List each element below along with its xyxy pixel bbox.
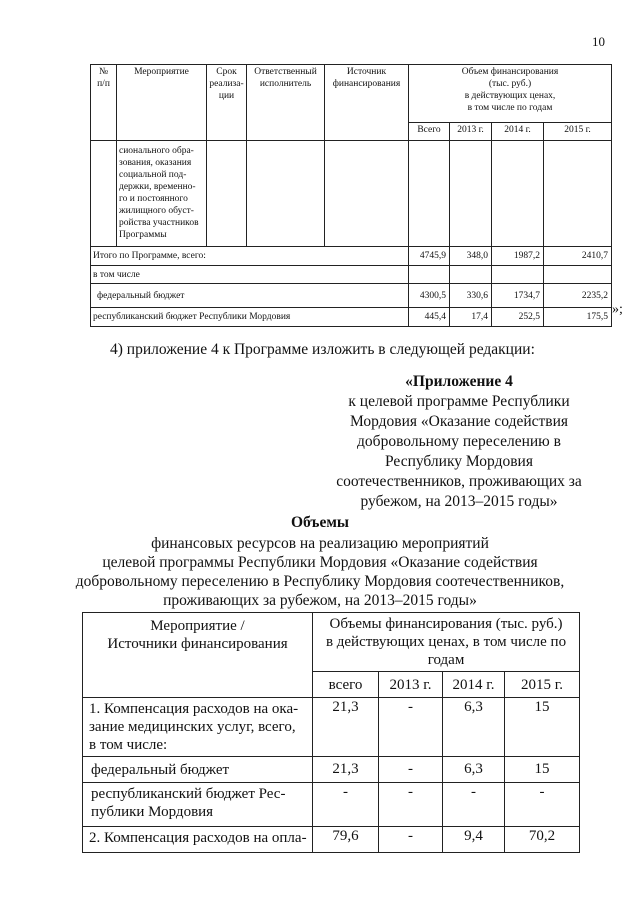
row-label: 1. Компенсация расходов на ока- зание медицинских услуг, всего, в том числе: [83, 698, 313, 757]
item-4-text: 4) приложение 4 к Программе изложить в следующей редакции: [110, 341, 535, 358]
row-label: Итого по Программе, всего: [91, 247, 409, 266]
header-num: № п/п [91, 65, 117, 141]
row-label: федеральный бюджет [91, 284, 409, 308]
table-row: 2. Компенсация расходов на опла- 79,6 - 9,4 70,2 [83, 827, 580, 853]
header-volume: Объем финансирования (тыс. руб.) в действующих ценах, в том числе по годам [409, 65, 612, 123]
closing-quote: »; [612, 302, 623, 317]
row-label: республиканский бюджет Рес- публики Мордовия [83, 783, 313, 827]
header-total: всего [313, 672, 379, 698]
table-row: федеральный бюджет 4300,5 330,6 1734,7 2235,2 [91, 284, 612, 308]
title-bold: Объемы [291, 514, 349, 531]
section-title [64, 513, 576, 610]
header-2013: 2013 г. [379, 672, 443, 698]
row-label: республиканский бюджет Республики Мордовия [91, 308, 409, 327]
header-2014: 2014 г. [443, 672, 505, 698]
header-2014: 2014 г. [492, 123, 544, 141]
header-total: Всего [409, 123, 450, 141]
table-row: республиканский бюджет Рес- публики Мордовия - - - - [83, 783, 580, 827]
row-label: 2. Компенсация расходов на опла- [83, 827, 313, 853]
appendix-block [318, 372, 600, 512]
table-row: Итого по Программе, всего: 4745,9 348,0 1987,2 2410,7 [91, 247, 612, 266]
header-event-sources: Мероприятие / Источники финансирования [83, 613, 313, 698]
header-2015: 2015 г. [505, 672, 580, 698]
continuation-text: сионального обра- зования, оказания социальной под- держки, временно- го и постоянного жилищного обуст- ройства участников Программы [117, 141, 207, 247]
header-volume: Объемы финансирования (тыс. руб.) в действующих ценах, в том числе по годам [313, 613, 580, 672]
table-row: федеральный бюджет 21,3 - 6,3 15 [83, 757, 580, 783]
table-row [91, 266, 612, 284]
appendix-text: к целевой программе Республики Мордовия «Оказание содействия добровольному переселению в Республику Мордовия соотечественников, проживающих за рубежом, на 2013–2015 годы» [336, 393, 582, 510]
continuation-table [90, 64, 612, 327]
appendix-heading: «Приложение 4 [405, 373, 513, 390]
row-label: федеральный бюджет [83, 757, 313, 783]
header-event: Мероприятие [117, 65, 207, 141]
header-responsible: Ответственный исполнитель [247, 65, 325, 141]
financing-table [82, 612, 580, 853]
table-row: 1. Компенсация расходов на ока- зание медицинских услуг, всего, в том числе: 21,3 - 6,3 15 [83, 698, 580, 757]
header-2015: 2015 г. [544, 123, 612, 141]
title-text: финансовых ресурсов на реализацию мероприятий целевой программы Республики Мордовия «Оказание содействия добровольному переселению в Республику Мордовия соотечественников, проживающих за рубежом, на 2013–2015 годы» [75, 535, 565, 609]
header-source: Источник финансирования [325, 65, 409, 141]
header-2013: 2013 г. [450, 123, 492, 141]
page-number: 10 [592, 34, 605, 49]
row-label: в том числе [91, 266, 409, 284]
table-row: республиканский бюджет Республики Мордовия 445,4 17,4 252,5 175,5 [91, 308, 612, 327]
header-term: Срок реализа- ции [207, 65, 247, 141]
